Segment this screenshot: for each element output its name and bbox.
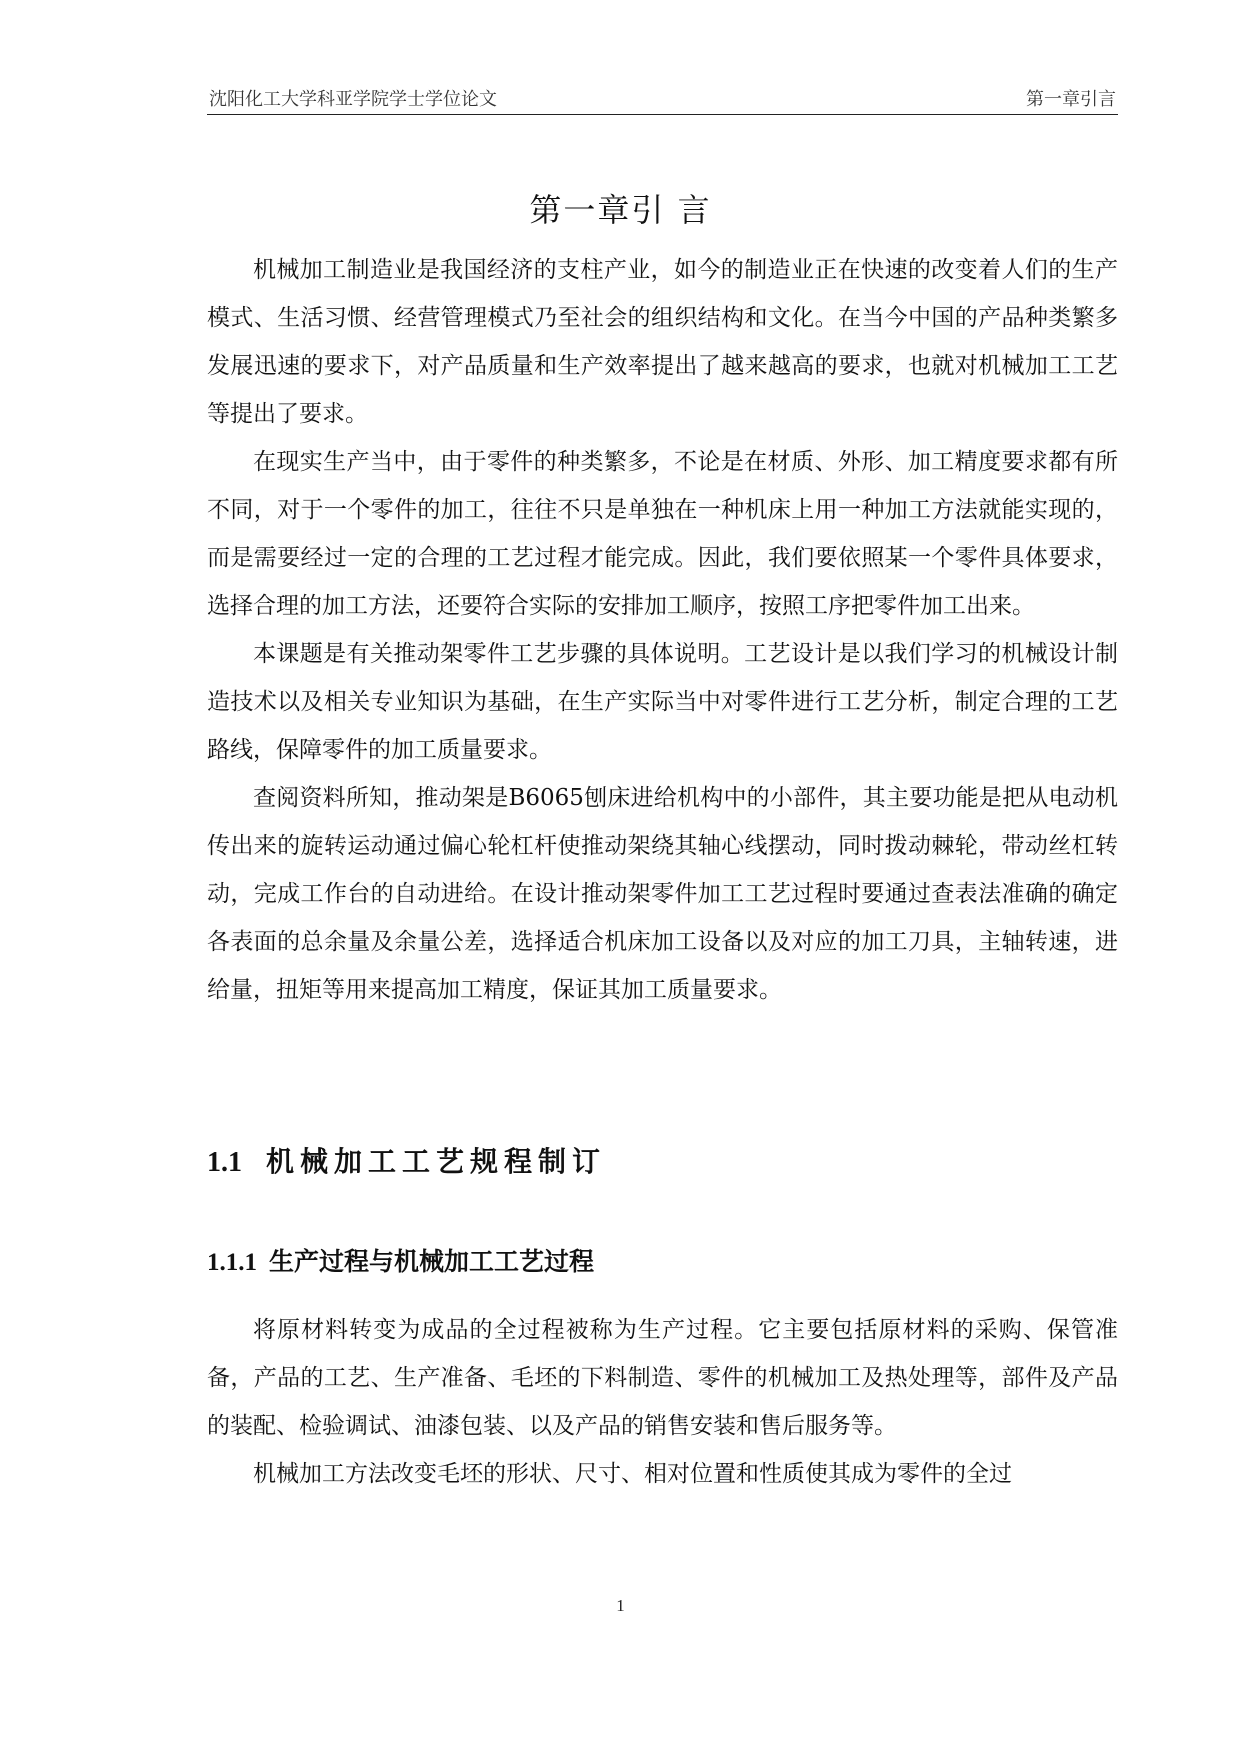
header-chapter-name: 第一章引言 bbox=[1026, 89, 1116, 110]
subsection-heading bbox=[207, 1240, 594, 1285]
intro-paragraph-4: 查阅资料所知，推动架是B6065刨床进给机构中的小部件，其主要功能是把从电动机传出来的旋转运动通过偏心轮杠杆使推动架绕其轴心线摆动，同时拨动棘轮，带动丝杠转动，完成工作台的自动进给。在设计推动架零件加工工艺过程时要通过查表法准确的确定各表面的总余量及余量公差，选择适合机床加工设备以及对应的加工刀具，主轴转速，进给量，扭矩等用来提高加工精度，保证其加工质量要求。 bbox=[207, 785, 1118, 1003]
section-heading bbox=[207, 1140, 606, 1185]
subsection-paragraph-1: 将原材料转变为成品的全过程被称为生产过程。它主要包括原材料的采购、保管准备，产品的工艺、生产准备、毛坯的下料制造、零件的机械加工及热处理等，部件及产品的装配、检验调试、油漆包装、以及产品的销售安装和售后服务等。 bbox=[207, 1317, 1118, 1439]
section-number: 1.1 bbox=[207, 1147, 242, 1178]
page-number: 1 bbox=[616, 1596, 625, 1615]
chapter-title: 第一章引 言 bbox=[529, 191, 712, 229]
intro-paragraph-1: 机械加工制造业是我国经济的支柱产业，如今的制造业正在快速的改变着人们的生产模式、生活习惯、经营管理模式乃至社会的组织结构和文化。在当今中国的产品种类繁多发展迅速的要求下，对产品质量和生产效率提出了越来越高的要求，也就对机械加工工艺等提出了要求。 bbox=[207, 257, 1118, 427]
subsection-title: 生产过程与机械加工工艺过程 bbox=[269, 1247, 595, 1276]
intro-section bbox=[207, 246, 1118, 1014]
intro-paragraph-2: 在现实生产当中，由于零件的种类繁多，不论是在材质、外形、加工精度要求都有所不同，对于一个零件的加工，往往不只是单独在一种机床上用一种加工方法就能实现的，而是需要经过一定的合理的工艺过程才能完成。因此，我们要依照某一个零件具体要求，选择合理的加工方法，还要符合实际的安排加工顺序，按照工序把零件加工出来。 bbox=[207, 449, 1118, 619]
subsection-body bbox=[207, 1306, 1118, 1498]
header-thesis-title: 沈阳化工大学科亚学院学士学位论文 bbox=[209, 89, 497, 110]
section-title: 机械加工工艺规程制订 bbox=[266, 1145, 607, 1178]
subsection-number: 1.1.1 bbox=[207, 1249, 257, 1276]
subsection-paragraph-2: 机械加工方法改变毛坯的形状、尺寸、相对位置和性质使其成为零件的全过 bbox=[253, 1461, 1012, 1487]
page-header bbox=[207, 86, 1118, 115]
intro-paragraph-3: 本课题是有关推动架零件工艺步骤的具体说明。工艺设计是以我们学习的机械设计制造技术以及相关专业知识为基础，在生产实际当中对零件进行工艺分析，制定合理的工艺路线，保障零件的加工质量要求。 bbox=[207, 641, 1118, 763]
